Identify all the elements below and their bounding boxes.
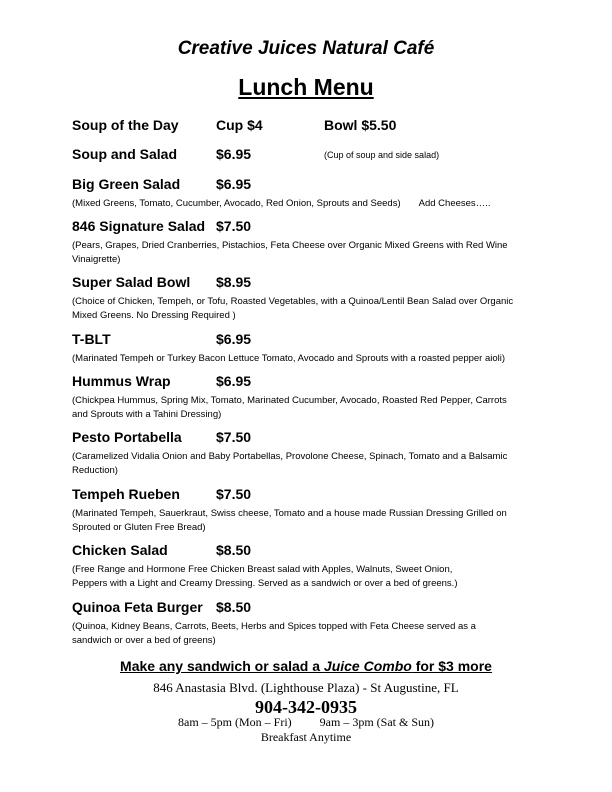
item-price: $7.50 bbox=[216, 218, 252, 234]
menu-item-soup-and-salad bbox=[72, 146, 542, 166]
item-price: $8.95 bbox=[216, 274, 252, 290]
item-description-line-1: (Marinated Tempeh, Sauerkraut, Swiss cheese, Tomato and a house made Russian Dressing Grilled on bbox=[72, 508, 507, 519]
item-description-line-1: (Choice of Chicken, Tempeh, or Tofu, Roasted Vegetables, with a Quinoa/Lentil Bean Salad over Organic bbox=[72, 296, 514, 307]
item-description-line-2: Peppers with a Light and Creamy Dressing. Served as a sandwich or over a bed of greens.) bbox=[72, 578, 458, 589]
item-name: Soup and Salad bbox=[72, 146, 178, 162]
menu-title: Lunch Menu bbox=[238, 74, 374, 100]
item-description bbox=[72, 239, 542, 267]
item-name: Super Salad Bowl bbox=[72, 274, 191, 290]
item-name: Quinoa Feta Burger bbox=[72, 599, 203, 615]
item-description bbox=[72, 295, 542, 323]
business-hours bbox=[0, 715, 612, 730]
menu-item-pesto-portabella bbox=[72, 429, 542, 478]
item-description-line-2: Vinaigrette) bbox=[72, 254, 121, 265]
item-price: $8.50 bbox=[216, 542, 252, 558]
item-name: Tempeh Rueben bbox=[72, 486, 180, 502]
item-description-line-2: Mixed Greens. No Dressing Required ) bbox=[72, 310, 236, 321]
item-description bbox=[72, 620, 542, 648]
item-description-line-1: (Free Range and Hormone Free Chicken Breast salad with Apples, Walnuts, Sweet Onion, bbox=[72, 564, 453, 575]
item-description-line-2: and Sprouts with a Tahini Dressing) bbox=[72, 409, 222, 420]
menu-item-chicken-salad bbox=[72, 542, 542, 591]
item-description bbox=[72, 563, 542, 591]
item-name: T-BLT bbox=[72, 331, 111, 347]
item-description-line-1: (Pears, Grapes, Dried Cranberries, Pistachios, Feta Cheese over Organic Mixed Greens with Red Wine bbox=[72, 240, 508, 251]
address: 846 Anastasia Blvd. (Lighthouse Plaza) - St Augustine, FL bbox=[153, 680, 459, 695]
hours-weekend: 9am – 3pm (Sat & Sun) bbox=[319, 715, 434, 729]
item-name: Chicken Salad bbox=[72, 542, 168, 558]
menu-item-soup-of-the-day bbox=[72, 117, 542, 137]
item-price-bowl: Bowl $5.50 bbox=[324, 117, 397, 133]
menu-item-super-salad-bowl bbox=[72, 274, 542, 323]
item-name: Hummus Wrap bbox=[72, 373, 171, 389]
item-description-line-2: Reduction) bbox=[72, 465, 118, 476]
item-price: $7.50 bbox=[216, 429, 252, 445]
item-note: (Cup of soup and side salad) bbox=[324, 150, 440, 160]
hours-weekday: 8am – 5pm (Mon – Fri) bbox=[178, 715, 292, 729]
phone-number: 904-342-0935 bbox=[255, 697, 357, 717]
item-description bbox=[72, 197, 542, 211]
combo-suffix: for $3 more bbox=[411, 658, 492, 674]
item-name: Pesto Portabella bbox=[72, 429, 182, 445]
item-description-line-2: Sprouted or Gluten Free Bread) bbox=[72, 522, 206, 533]
item-name: 846 Signature Salad bbox=[72, 218, 206, 234]
item-description bbox=[72, 450, 542, 478]
item-name: Big Green Salad bbox=[72, 176, 181, 192]
item-description bbox=[72, 394, 542, 422]
item-price: $7.50 bbox=[216, 486, 252, 502]
item-description-line-1: (Chickpea Hummus, Spring Mix, Tomato, Marinated Cucumber, Avocado, Roasted Red Pepper, Carrots bbox=[72, 395, 507, 406]
item-price: $6.95 bbox=[216, 146, 252, 162]
item-name: Soup of the Day bbox=[72, 117, 179, 133]
juice-combo-offer bbox=[0, 658, 612, 674]
menu-item-big-green-salad bbox=[72, 176, 542, 211]
menu-item-tempeh-rueben bbox=[72, 486, 542, 535]
item-description-line-2: sandwich or over a bed of greens) bbox=[72, 635, 216, 646]
item-price: $6.95 bbox=[216, 373, 252, 389]
menu-item-quinoa-feta-burger bbox=[72, 599, 542, 648]
item-price: $6.95 bbox=[216, 176, 252, 192]
breakfast-note: Breakfast Anytime bbox=[260, 730, 352, 744]
combo-name: Juice Combo bbox=[323, 658, 412, 674]
item-description-text: (Mixed Greens, Tomato, Cucumber, Avocado, Red Onion, Sprouts and Seeds) bbox=[72, 198, 401, 209]
menu-item-t-blt bbox=[72, 331, 542, 366]
menu-item-846-signature-salad bbox=[72, 218, 542, 267]
item-price: $8.50 bbox=[216, 599, 252, 615]
combo-prefix: Make any sandwich or salad a bbox=[120, 658, 324, 674]
item-description: (Marinated Tempeh or Turkey Bacon Lettuce Tomato, Avocado and Sprouts with a roasted pepper aioli) bbox=[72, 353, 506, 364]
item-description-line-1: (Caramelized Vidalia Onion and Baby Portabellas, Provolone Cheese, Spinach, Tomato and a Balsamic bbox=[72, 451, 508, 462]
item-description-line-1: (Quinoa, Kidney Beans, Carrots, Beets, Herbs and Spices topped with Feta Cheese served as a bbox=[72, 621, 476, 632]
item-add-cheeses: Add Cheeses….. bbox=[418, 198, 491, 209]
item-price: Cup $4 bbox=[216, 117, 263, 133]
menu-item-hummus-wrap bbox=[72, 373, 542, 422]
item-description bbox=[72, 507, 542, 535]
cafe-name: Creative Juices Natural Café bbox=[177, 38, 435, 59]
item-price: $6.95 bbox=[216, 331, 252, 347]
